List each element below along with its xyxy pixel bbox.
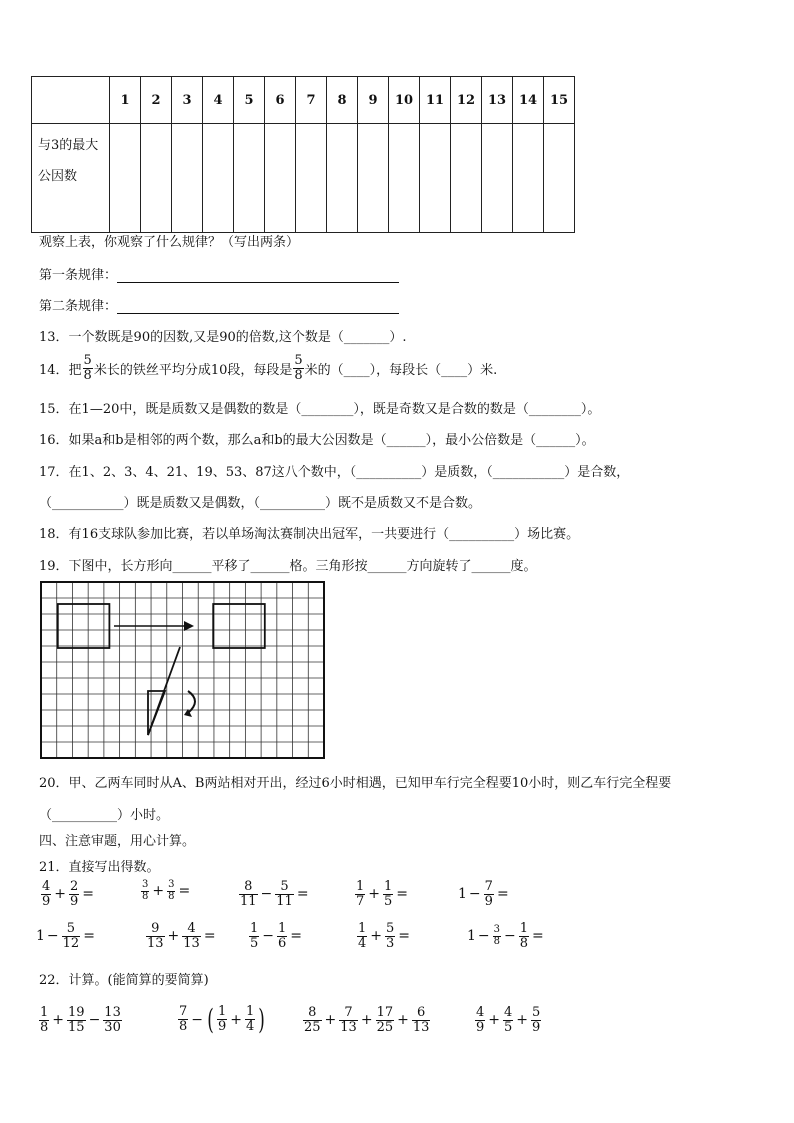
numerator: 4 <box>476 1005 485 1020</box>
denominator: 25 <box>376 1019 394 1035</box>
answer-cell[interactable] <box>327 124 358 233</box>
fraction <box>141 880 149 902</box>
numerator: 5 <box>294 353 303 368</box>
operator: − <box>88 1012 101 1029</box>
table-col-header: 9 <box>358 77 389 124</box>
rule1-answer-line[interactable] <box>117 270 399 283</box>
rule1-label: 第一条规律： <box>39 268 118 283</box>
operator: + <box>167 928 180 945</box>
numerator: 8 <box>244 879 253 894</box>
denominator: 12 <box>62 935 80 951</box>
numerator: 1 <box>358 921 367 936</box>
fraction <box>303 1006 322 1034</box>
fraction <box>103 1006 122 1034</box>
table-row-label: 与3的最大公因数 <box>32 124 110 233</box>
equals: = <box>398 928 411 945</box>
denominator: 8 <box>519 935 529 951</box>
equals: = <box>496 886 509 903</box>
fraction <box>67 1006 86 1034</box>
observe-prompt: 观察上表，你观察了什么规律？（写出两条） <box>39 235 300 250</box>
fraction <box>275 880 294 908</box>
fraction <box>339 1006 358 1034</box>
numerator: 1 <box>384 879 393 894</box>
denominator: 8 <box>40 1019 49 1035</box>
expression <box>356 922 412 950</box>
question-18: 18．有16支球队参加比赛，若以单场淘汰赛制决出冠军，一共要进行（__________）场比赛。 <box>39 527 580 542</box>
gcd-table <box>31 76 575 233</box>
operator: + <box>54 886 67 903</box>
rule2-answer-line[interactable] <box>117 301 399 314</box>
expression <box>474 1006 542 1034</box>
section-4-title: 四、注意审题，用心计算。 <box>39 834 196 849</box>
denominator: 13 <box>340 1019 357 1035</box>
rule2-label: 第二条规律： <box>39 299 118 314</box>
table-col-header: 12 <box>451 77 482 124</box>
fraction <box>385 922 395 950</box>
denominator: 6 <box>278 935 287 951</box>
numerator: 1 <box>356 879 365 894</box>
fraction <box>41 880 51 908</box>
q14-text-a: 14．把 <box>39 362 82 378</box>
q14-text-b: 米长的铁丝平均分成10段，每段是 <box>93 362 293 378</box>
table-col-header: 8 <box>327 77 358 124</box>
numerator: 1 <box>278 921 287 936</box>
table-col-header: 3 <box>172 77 203 124</box>
operator: − <box>46 928 59 945</box>
numerator: 13 <box>104 1005 121 1020</box>
equals: = <box>83 928 95 945</box>
operator: − <box>262 928 275 945</box>
whole-number: 1 <box>36 928 45 945</box>
numerator: 6 <box>416 1005 426 1020</box>
fraction <box>39 1006 49 1034</box>
grid-lines <box>41 582 324 758</box>
question-13: 13．一个数既是90的因数,又是90的倍数,这个数是（_______）. <box>39 330 407 345</box>
denominator: 9 <box>217 1019 227 1034</box>
denominator: 13 <box>412 1019 430 1035</box>
question-17-line1: 17．在1、2、3、4、21、19、53、87这八个数中，（__________）是质数，（___________）是合数， <box>39 465 630 480</box>
denominator: 8 <box>294 367 303 383</box>
denominator: 13 <box>183 935 200 951</box>
numerator: 1 <box>217 1004 227 1020</box>
denominator: 9 <box>42 893 51 909</box>
expression <box>36 922 97 950</box>
denominator: 9 <box>532 1019 541 1035</box>
fraction <box>293 354 303 382</box>
translation-arrow-head <box>184 621 194 631</box>
equals: = <box>178 883 191 899</box>
question-22-title: 22．计算。(能简算的要简算) <box>39 973 209 988</box>
question-14 <box>39 354 497 382</box>
expression <box>177 1003 267 1036</box>
fraction <box>412 1006 431 1034</box>
table-col-header: 5 <box>234 77 265 124</box>
fraction <box>277 922 287 950</box>
denominator: 11 <box>276 893 293 909</box>
operator: + <box>397 1012 409 1029</box>
operator: + <box>52 1012 65 1029</box>
fraction <box>69 880 79 908</box>
whole-number: 1 <box>458 886 467 903</box>
table-col-header: 15 <box>544 77 575 124</box>
answer-cell[interactable] <box>234 124 265 233</box>
operator: + <box>152 883 165 899</box>
fraction <box>245 1005 255 1033</box>
numerator: 7 <box>484 879 493 894</box>
question-17-line2: （___________）既是质数又是偶数，（__________）既不是质数又不是合数。 <box>39 496 482 511</box>
expression <box>40 880 96 908</box>
expression <box>238 880 311 908</box>
numerator: 5 <box>532 1005 541 1020</box>
denominator: 30 <box>104 1019 121 1035</box>
denominator: 9 <box>476 1019 485 1035</box>
denominator: 3 <box>386 935 395 951</box>
denominator: 15 <box>68 1019 85 1035</box>
answer-cell[interactable] <box>544 124 575 233</box>
answer-cell[interactable] <box>172 124 203 233</box>
table-corner-cell <box>32 77 110 124</box>
whole-number: 1 <box>467 928 476 945</box>
fraction <box>83 354 93 382</box>
numerator: 7 <box>344 1005 353 1020</box>
expression <box>38 1006 123 1034</box>
numerator: 8 <box>308 1005 317 1020</box>
numerator: 3 <box>493 924 501 936</box>
numerator: 1 <box>245 1004 255 1020</box>
operator: + <box>370 928 383 945</box>
denominator: 13 <box>147 935 164 951</box>
question-15: 15．在1—20中，既是质数又是偶数的数是（________），既是奇数又是合数的数是（________）。 <box>39 402 601 417</box>
denominator: 8 <box>179 1019 188 1034</box>
numerator: 17 <box>376 1005 394 1020</box>
grid-figure <box>40 581 325 759</box>
expression <box>145 922 218 950</box>
fraction <box>146 922 165 950</box>
numerator: 1 <box>519 921 529 936</box>
answer-cell[interactable] <box>451 124 482 233</box>
denominator: 25 <box>304 1019 321 1035</box>
operator: − <box>191 1011 204 1028</box>
fraction <box>249 922 259 950</box>
expression <box>140 880 192 902</box>
question-16: 16．如果a和b是相邻的两个数，那么a和b的最大公因数是（______），最小公倍数是（______）。 <box>39 433 595 448</box>
expression <box>467 922 546 950</box>
q14-text-c: 米的（____），每段长（____）米. <box>304 362 498 378</box>
equals: = <box>203 928 216 945</box>
fraction <box>357 922 367 950</box>
question-20-line2: （__________）小时。 <box>39 808 170 823</box>
table-col-header: 4 <box>203 77 234 124</box>
rectangle-original <box>58 604 110 648</box>
denominator: 8 <box>168 890 175 902</box>
operator: + <box>368 886 381 903</box>
numerator: 4 <box>42 879 51 894</box>
answer-cell[interactable] <box>203 124 234 233</box>
answer-cell[interactable] <box>389 124 420 233</box>
equals: = <box>532 928 544 945</box>
denominator: 8 <box>493 935 501 947</box>
denominator: 7 <box>356 893 365 909</box>
table-col-header: 14 <box>513 77 544 124</box>
left-paren: ( <box>207 1003 214 1036</box>
question-20-line1: 20．甲、乙两车同时从A、B两站相对开出，经过6小时相遇，已知甲车行完全程要10小时，则乙车行完全程要 <box>39 776 672 791</box>
operator: + <box>488 1012 501 1029</box>
denominator: 5 <box>504 1019 513 1035</box>
rectangle-translated <box>213 604 265 648</box>
answer-cell[interactable] <box>420 124 451 233</box>
fraction <box>503 1006 513 1034</box>
operator: + <box>324 1012 337 1029</box>
fraction <box>62 922 81 950</box>
numerator: 19 <box>68 1005 85 1020</box>
table-col-header: 2 <box>141 77 172 124</box>
rule2-row <box>39 295 399 314</box>
numerator: 2 <box>70 879 79 894</box>
numerator: 5 <box>66 921 76 936</box>
fraction <box>519 922 529 950</box>
numerator: 5 <box>83 353 92 368</box>
numerator: 1 <box>40 1005 49 1020</box>
equals: = <box>82 886 95 903</box>
table-answer-row <box>32 124 575 233</box>
equals: = <box>296 886 309 903</box>
fraction <box>383 880 393 908</box>
table-header-row <box>32 77 575 124</box>
answer-cell[interactable] <box>482 124 513 233</box>
table-col-header: 11 <box>420 77 451 124</box>
denominator: 4 <box>358 935 367 951</box>
numerator: 9 <box>151 921 160 936</box>
denominator: 8 <box>142 890 149 902</box>
expression <box>458 880 511 908</box>
denominator: 11 <box>240 893 257 909</box>
operator: − <box>468 886 481 903</box>
numerator: 7 <box>179 1004 188 1020</box>
denominator: 9 <box>484 893 493 909</box>
fraction <box>484 880 494 908</box>
expression <box>354 880 410 908</box>
denominator: 9 <box>70 893 79 909</box>
equals: = <box>396 886 409 903</box>
fraction <box>178 1005 188 1033</box>
question-19: 19．下图中，长方形向______平移了______格。三角形按______方向旋转了______度。 <box>39 559 537 574</box>
numerator: 4 <box>504 1005 513 1020</box>
denominator: 8 <box>83 367 92 383</box>
table-col-header: 10 <box>389 77 420 124</box>
numerator: 5 <box>280 879 289 894</box>
fraction <box>475 1006 485 1034</box>
table-col-header: 6 <box>265 77 296 124</box>
denominator: 5 <box>384 893 393 909</box>
answer-cell[interactable] <box>265 124 296 233</box>
expression <box>302 1006 431 1034</box>
numerator: 3 <box>168 879 175 890</box>
question-21-title: 21．直接写出得数。 <box>39 860 160 875</box>
fraction <box>531 1006 541 1034</box>
answer-cell[interactable] <box>110 124 141 233</box>
fraction <box>217 1005 227 1033</box>
operator: − <box>477 928 490 945</box>
fraction <box>376 1006 395 1034</box>
denominator: 5 <box>250 935 259 951</box>
table-col-header: 1 <box>110 77 141 124</box>
fraction <box>167 880 175 902</box>
numerator: 4 <box>187 921 196 936</box>
operator: − <box>260 886 273 903</box>
right-paren: ) <box>258 1003 265 1036</box>
answer-cell[interactable] <box>141 124 172 233</box>
operator: + <box>230 1011 242 1028</box>
answer-cell[interactable] <box>296 124 327 233</box>
fraction <box>493 925 501 947</box>
answer-cell[interactable] <box>358 124 389 233</box>
equals: = <box>290 928 303 945</box>
numerator: 3 <box>142 879 149 890</box>
operator: − <box>504 928 516 945</box>
answer-cell[interactable] <box>513 124 544 233</box>
fraction <box>355 880 365 908</box>
denominator: 4 <box>245 1019 255 1034</box>
operator: + <box>516 1012 529 1029</box>
numerator: 1 <box>250 921 259 936</box>
numerator: 5 <box>386 921 395 936</box>
fraction <box>182 922 201 950</box>
rule1-row <box>39 264 399 283</box>
fraction <box>239 880 258 908</box>
table-col-header: 13 <box>482 77 513 124</box>
operator: + <box>360 1012 373 1029</box>
expression <box>248 922 304 950</box>
table-col-header: 7 <box>296 77 327 124</box>
